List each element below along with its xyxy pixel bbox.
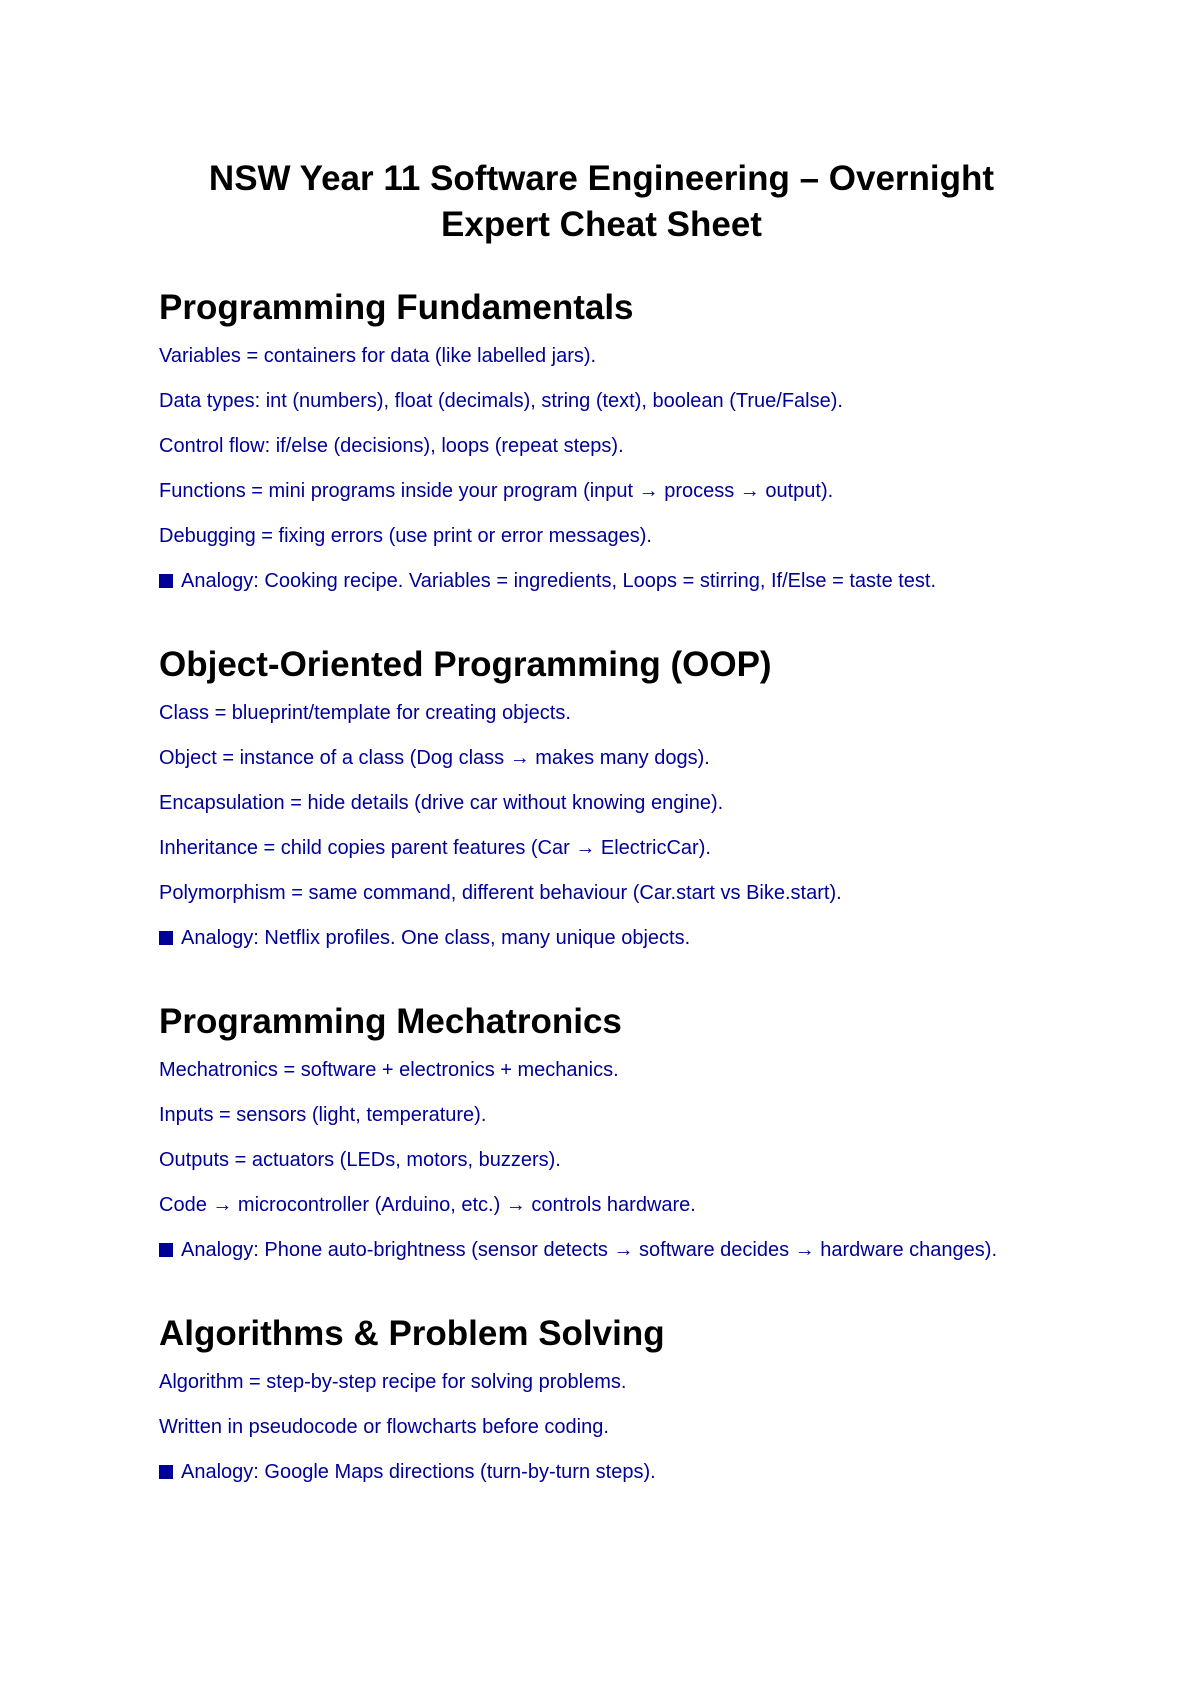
document-title [159, 156, 1050, 248]
list-item: Mechatronics = software + electronics + mechanics. [159, 1059, 619, 1081]
analogy-line [159, 924, 1050, 953]
section-algorithms-problem-solving [159, 1314, 1050, 1487]
list-item: Class = blueprint/template for creating objects. [159, 702, 571, 724]
list-item: Encapsulation = hide details (drive car without knowing engine). [159, 792, 724, 814]
list-item: Polymorphism = same command, different behaviour (Car.start vs Bike.start). [159, 882, 842, 904]
analogy-text: Analogy: Netflix profiles. One class, many unique objects. [181, 927, 691, 949]
section-heading: Algorithms & Problem Solving [159, 1314, 665, 1353]
square-bullet-icon [159, 931, 173, 945]
square-bullet-icon [159, 1243, 173, 1257]
list-item: Written in pseudocode or flowcharts before coding. [159, 1416, 609, 1438]
list-item: Inheritance = child copies parent features (Car → ElectricCar). [159, 837, 711, 859]
document-title-line-2: Expert Cheat Sheet [441, 205, 762, 244]
section-heading: Programming Fundamentals [159, 288, 634, 327]
document-title-line-1: NSW Year 11 Software Engineering – Overnight [208, 159, 995, 198]
list-item: Object = instance of a class (Dog class → makes many dogs). [159, 747, 710, 769]
square-bullet-icon [159, 1465, 173, 1479]
analogy-line [159, 567, 1050, 596]
analogy-text: Analogy: Phone auto-brightness (sensor detects → software decides → hardware changes). [181, 1239, 997, 1261]
analogy-text: Analogy: Cooking recipe. Variables = ingredients, Loops = stirring, If/Else = taste test. [181, 570, 937, 592]
analogy-line [159, 1236, 1050, 1265]
list-item: Code → microcontroller (Arduino, etc.) → controls hardware. [159, 1194, 696, 1216]
list-item: Functions = mini programs inside your program (input → process → output). [159, 480, 834, 502]
section-oop [159, 645, 1050, 953]
square-bullet-icon [159, 574, 173, 588]
section-heading: Programming Mechatronics [159, 1002, 622, 1041]
section-heading: Object-Oriented Programming (OOP) [159, 645, 772, 684]
list-item: Outputs = actuators (LEDs, motors, buzzers). [159, 1149, 561, 1171]
section-programming-mechatronics [159, 1002, 1050, 1265]
analogy-text: Analogy: Google Maps directions (turn-by-turn steps). [181, 1461, 656, 1483]
section-programming-fundamentals [159, 288, 1050, 596]
analogy-line [159, 1458, 1050, 1487]
list-item: Debugging = fixing errors (use print or error messages). [159, 525, 652, 547]
list-item: Data types: int (numbers), float (decimals), string (text), boolean (True/False). [159, 390, 843, 412]
list-item: Algorithm = step-by-step recipe for solving problems. [159, 1371, 627, 1393]
list-item: Control flow: if/else (decisions), loops (repeat steps). [159, 435, 624, 457]
list-item: Inputs = sensors (light, temperature). [159, 1104, 487, 1126]
list-item: Variables = containers for data (like labelled jars). [159, 345, 597, 367]
